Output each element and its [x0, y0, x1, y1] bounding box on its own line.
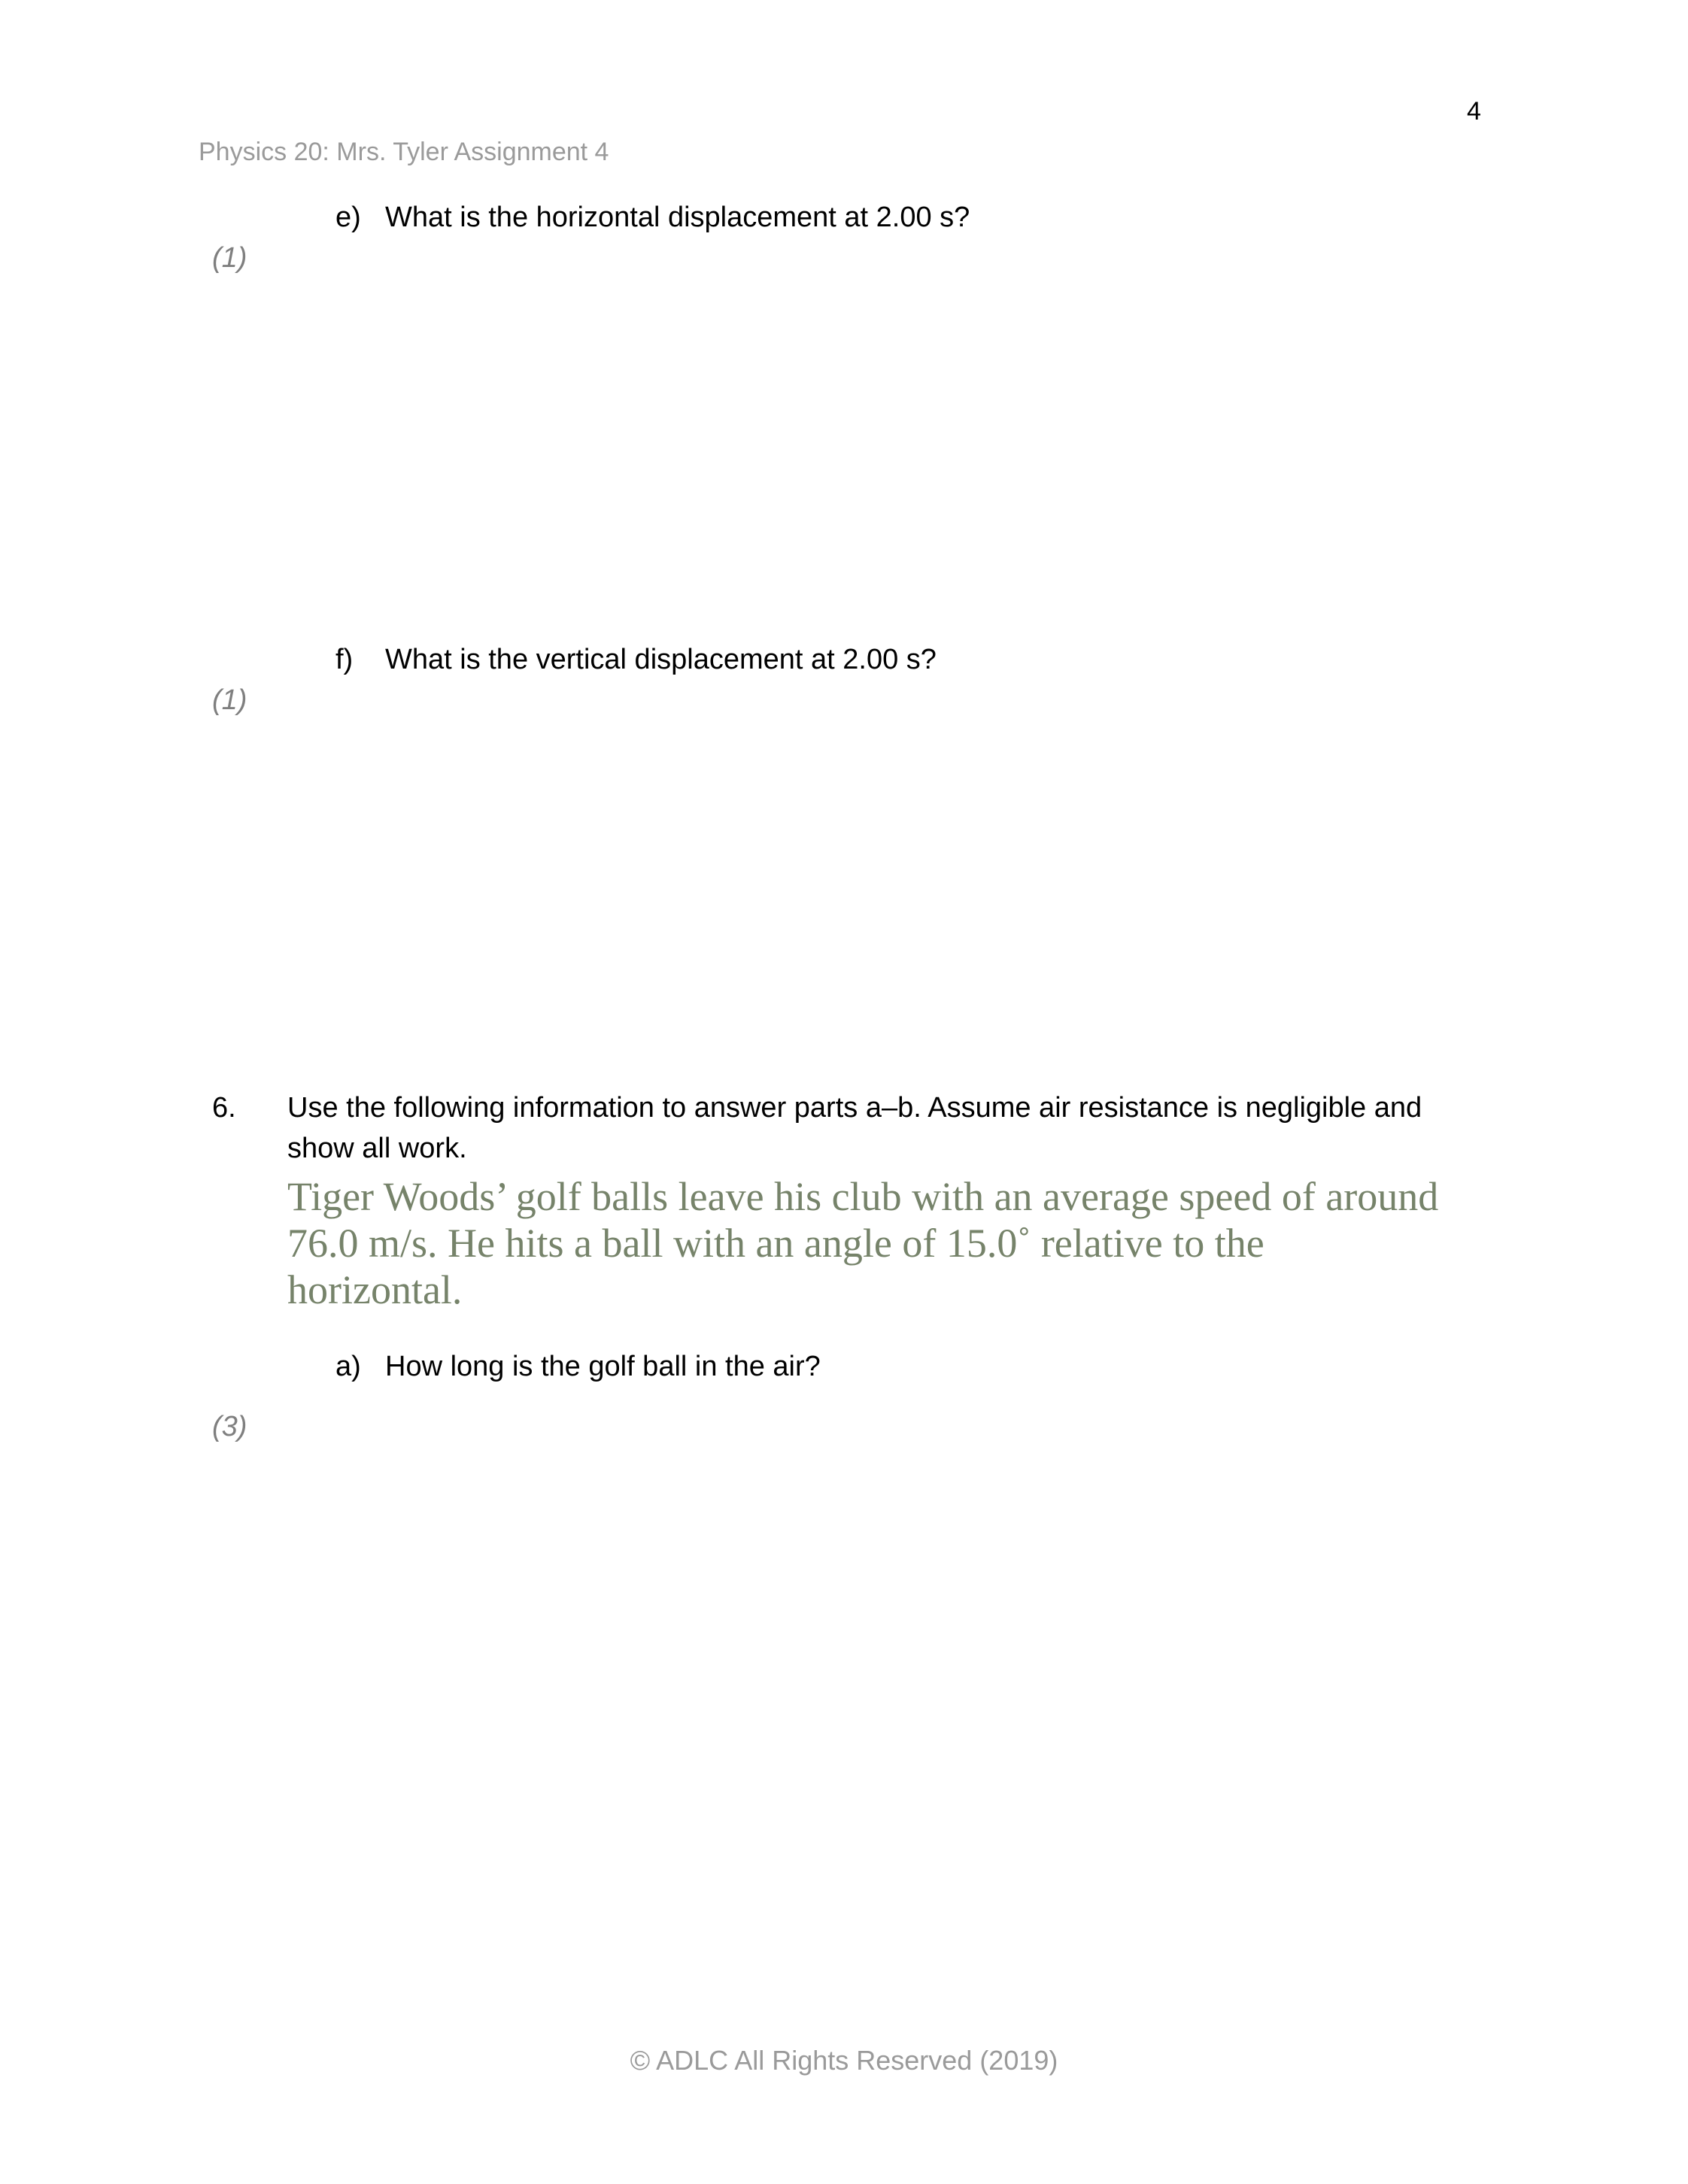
copyright-footer: © ADLC All Rights Reserved (2019): [630, 2045, 1058, 2076]
question-6a-marks: (3): [212, 1411, 247, 1442]
running-header: Physics 20: Mrs. Tyler Assignment 4: [199, 138, 609, 166]
question-f-marks: (1): [212, 684, 247, 716]
question-e: [335, 200, 970, 235]
question-e-marks: (1): [212, 242, 247, 274]
question-6a: [335, 1349, 821, 1384]
question-f-text: What is the vertical displacement at 2.00 s?: [385, 644, 937, 675]
question-6-instructions: Use the following information to answer parts a–b. Assume air resistance is negligible and show all work.: [287, 1092, 1422, 1164]
question-f-letter: f): [335, 644, 354, 675]
question-e-text: What is the horizontal displacement at 2.00 s?: [385, 202, 970, 233]
page-number: 4: [1467, 97, 1481, 126]
question-6a-letter: a): [335, 1351, 361, 1382]
question-e-letter: e): [335, 202, 361, 233]
question-6-number: 6.: [212, 1092, 236, 1124]
question-6a-text: How long is the golf ball in the air?: [385, 1351, 821, 1382]
question-6-scenario: Tiger Woods’ golf balls leave his club with an average speed of around 76.0 m/s. He hits a ball with an angle of 15.0˚ relative to the horizontal.: [287, 1174, 1439, 1312]
question-f: [335, 642, 937, 677]
